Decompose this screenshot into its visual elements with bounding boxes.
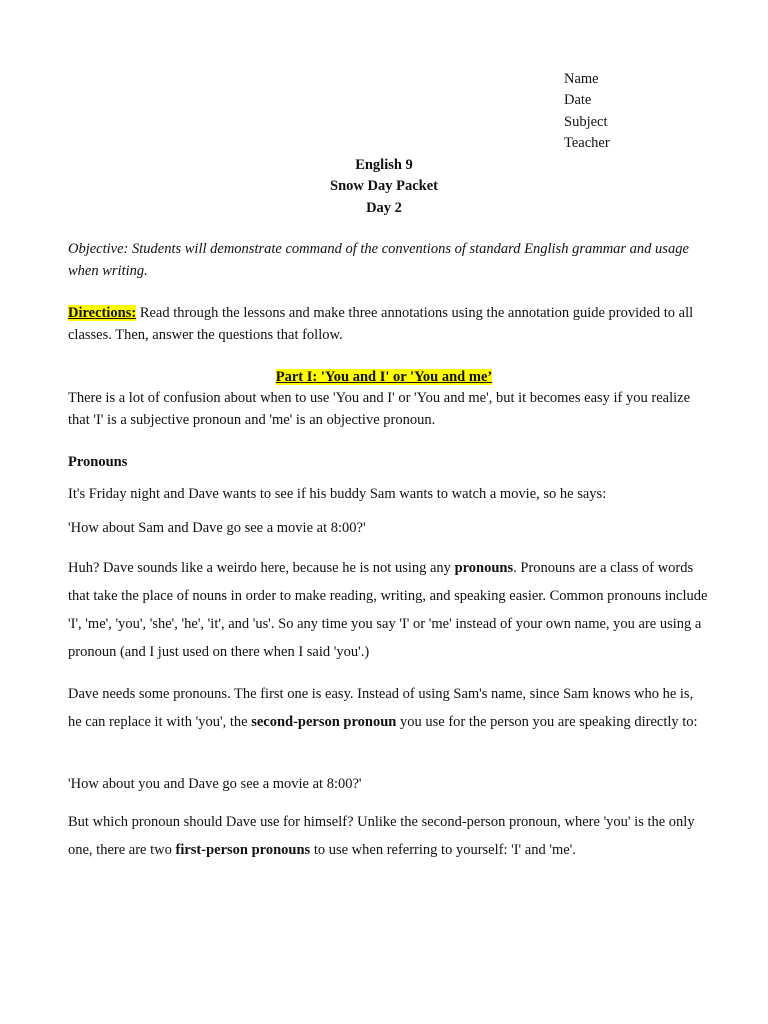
example-quote-2: 'How about you and Dave go see a movie at 8:00?' [68, 776, 362, 792]
part1-heading [0, 367, 768, 389]
student-info-block [564, 69, 610, 154]
para3-text-c: you use for the person you are speaking directly to: [396, 714, 698, 730]
paragraph-pronouns-definition [68, 554, 708, 666]
part1-intro: There is a lot of confusion about when to use 'You and I' or 'You and me', but it becomes easy if you realize that 'I' is a subjective pronoun and 'me' is an objective pronoun. [68, 390, 691, 428]
example-quote-1: 'How about Sam and Dave go see a movie at 8:00?' [68, 520, 366, 536]
directions-paragraph [68, 303, 708, 346]
part1-heading-text: Part I: 'You and I' or 'You and me’ [275, 369, 493, 385]
title-packet: Snow Day Packet [330, 178, 438, 195]
paragraph-friday-night: It's Friday night and Dave wants to see if his buddy Sam wants to watch a movie, so he says: [68, 486, 607, 502]
para3-bold-second-person: second-person pronoun [251, 714, 397, 730]
date-label: Date [564, 92, 592, 109]
directions-label: Directions: [68, 305, 137, 321]
para2-text-a: Huh? Dave sounds like a weirdo here, because he is not using any [68, 560, 455, 576]
para4-text-c: to use when referring to yourself: 'I' and 'me'. [310, 842, 576, 858]
pronouns-heading: Pronouns [68, 454, 128, 470]
paragraph-second-person [68, 680, 708, 736]
document-title [0, 155, 768, 219]
para3-text-a: Dave needs some pronouns. The first one is easy. Instead of using Sam's name, since Sam knows who he is, he can replace it with 'you', the [68, 686, 694, 730]
objective-text: Objective: Students will demonstrate command of the conventions of standard English grammar and usage when writing. [68, 241, 689, 279]
directions-text: Read through the lessons and make three annotations using the annotation guide provided to all classes. Then, answer the questions that follow. [68, 305, 694, 343]
name-label: Name [564, 71, 599, 87]
teacher-label: Teacher [564, 134, 610, 151]
para4-text-a: But which pronoun should Dave use for himself? Unlike the second-person pronoun, where 'you' is the only one, there are two [68, 814, 695, 858]
paragraph-first-person [68, 808, 708, 864]
para2-bold-pronouns: pronouns [454, 560, 514, 576]
subject-label: Subject [564, 113, 608, 130]
title-course: English 9 [355, 157, 413, 173]
para4-bold-first-person: first-person pronouns [175, 842, 311, 858]
para2-text-c: . Pronouns are a class of words that take the place of nouns in order to make reading, writing, and speaking easier. Common pronouns include 'I', 'me', 'you', 'she', 'he', 'it', and 'us'. So any time you say 'I' or 'me' instead of your own name, you are using a pronoun (and I just used on there when I said 'you'.) [68, 560, 708, 660]
title-day: Day 2 [366, 199, 402, 216]
